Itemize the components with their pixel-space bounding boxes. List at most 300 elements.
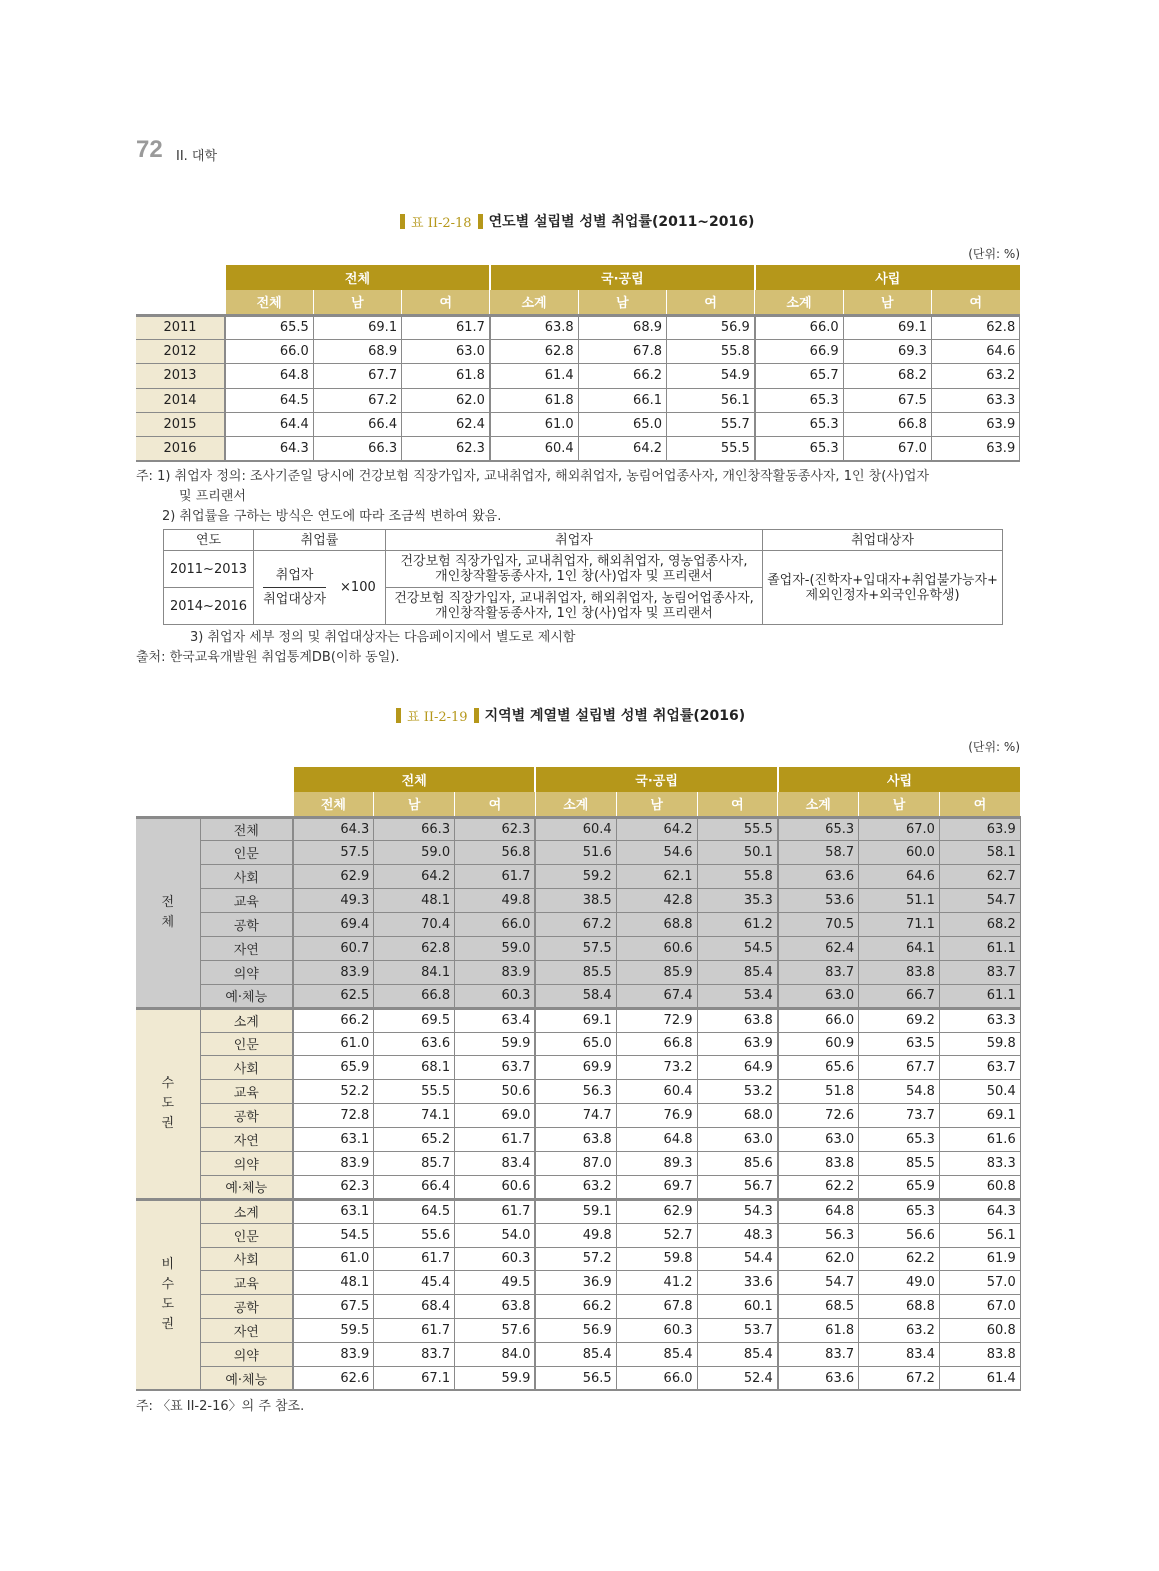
value-cell: 51.1 [859,889,940,913]
value-cell: 63.9 [931,413,1019,437]
table-row [136,889,1020,913]
value-cell: 59.2 [535,865,616,889]
target-def [763,551,1003,625]
table-row [136,1247,1020,1271]
value-cell: 70.4 [374,913,455,937]
field-cell: 사회 [200,1056,293,1080]
value-cell: 55.8 [667,339,755,363]
value-cell: 69.2 [859,1008,940,1032]
value-cell: 61.0 [293,1032,374,1056]
value-cell: 59.9 [455,1032,536,1056]
value-cell: 66.4 [374,1175,455,1199]
value-cell: 63.1 [293,1199,374,1223]
value-cell: 58.1 [939,841,1020,865]
note2: 2) 취업률을 구하는 방식은 연도에 따라 조금씩 변하여 왔음. [162,509,502,524]
blank-corner [136,290,225,315]
value-cell: 69.1 [535,1008,616,1032]
value-cell: 59.8 [939,1032,1020,1056]
value-cell: 56.5 [535,1366,616,1390]
value-cell: 62.7 [939,865,1020,889]
employed-def-2-line1: 건강보험 직장가입자, 교내취업자, 해외취업자, 농림어업종사자, [394,591,754,606]
value-cell: 60.0 [859,841,940,865]
table1-unit: (단위: %) [968,247,1020,261]
year-cell: 2012 [136,339,225,363]
value-cell: 83.9 [455,960,536,984]
value-cell: 56.3 [535,1080,616,1104]
value-cell: 66.8 [374,984,455,1008]
employed-def-1-line2: 개인창작활동종사자, 1인 창(사)업자 및 프리랜서 [435,569,713,584]
blank-corner [136,792,293,817]
value-cell: 68.9 [313,339,401,363]
value-cell: 64.2 [616,817,697,841]
value-cell: 65.9 [859,1175,940,1199]
value-cell: 60.9 [778,1032,859,1056]
value-cell: 69.1 [313,315,401,339]
table-row [136,936,1020,960]
year-cell: 2015 [136,413,225,437]
sub-header: 여 [402,290,490,315]
value-cell: 69.5 [374,1008,455,1032]
value-cell: 64.6 [859,865,940,889]
table2-employment-by-region [136,767,1021,1391]
table1-label: 표 II-2-18 [411,215,472,231]
employed-def-1 [386,551,763,588]
value-cell: 62.8 [931,315,1019,339]
value-cell: 83.9 [293,960,374,984]
value-cell: 69.7 [616,1175,697,1199]
value-cell: 64.8 [616,1128,697,1152]
field-cell: 공학 [200,913,293,937]
value-cell: 62.2 [859,1247,940,1271]
value-cell: 64.3 [939,1199,1020,1223]
group-header: 국·공립 [535,767,777,792]
value-cell: 85.6 [697,1151,778,1175]
value-cell: 54.3 [697,1199,778,1223]
value-cell: 85.4 [616,1343,697,1367]
value-cell: 63.6 [778,1366,859,1390]
value-cell: 48.3 [697,1223,778,1247]
value-cell: 59.5 [293,1319,374,1343]
table-row [136,1032,1020,1056]
field-cell: 의약 [200,960,293,984]
value-cell: 59.8 [616,1247,697,1271]
value-cell: 66.7 [859,984,940,1008]
table-row [136,1295,1020,1319]
value-cell: 65.9 [293,1056,374,1080]
field-cell: 인문 [200,1223,293,1247]
period-2: 2014~2016 [164,588,254,625]
value-cell: 60.4 [535,817,616,841]
value-cell: 61.7 [455,1199,536,1223]
value-cell: 55.5 [667,437,755,461]
value-cell: 55.6 [374,1223,455,1247]
year-cell: 2011 [136,315,225,339]
value-cell: 62.8 [374,936,455,960]
value-cell: 73.7 [859,1104,940,1128]
caption-bar-icon [396,708,401,723]
value-cell: 65.7 [755,364,843,388]
value-cell: 63.0 [402,339,490,363]
value-cell: 61.4 [939,1366,1020,1390]
sub-header: 소계 [778,792,859,817]
value-cell: 68.5 [778,1295,859,1319]
source-note: 출처: 한국교육개발원 취업통계DB(이하 동일). [136,650,400,665]
value-cell: 65.3 [859,1128,940,1152]
table-row [136,1104,1020,1128]
value-cell: 67.2 [535,913,616,937]
sub-header: 여 [939,792,1020,817]
value-cell: 49.8 [455,889,536,913]
formula-header-rate: 취업률 [254,530,386,551]
value-cell: 56.1 [667,388,755,412]
table1-caption [400,211,754,231]
value-cell: 85.5 [535,960,616,984]
value-cell: 68.4 [374,1295,455,1319]
value-cell: 66.3 [374,817,455,841]
value-cell: 61.8 [402,364,490,388]
value-cell: 65.2 [374,1128,455,1152]
value-cell: 84.0 [455,1343,536,1367]
sub-header: 여 [455,792,536,817]
value-cell: 66.2 [578,364,666,388]
formula-multiplier: ×100 [340,580,376,595]
value-cell: 74.1 [374,1104,455,1128]
value-cell: 62.5 [293,984,374,1008]
value-cell: 68.2 [939,913,1020,937]
field-cell: 소계 [200,1008,293,1032]
field-cell: 사회 [200,1247,293,1271]
value-cell: 68.8 [616,913,697,937]
value-cell: 61.9 [939,1247,1020,1271]
value-cell: 54.5 [697,936,778,960]
value-cell: 42.8 [616,889,697,913]
table-row [136,364,1020,388]
value-cell: 63.0 [778,1128,859,1152]
value-cell: 66.1 [578,388,666,412]
value-cell: 52.4 [697,1366,778,1390]
field-cell: 교육 [200,1271,293,1295]
value-cell: 83.4 [455,1151,536,1175]
value-cell: 62.3 [455,817,536,841]
value-cell: 63.1 [293,1128,374,1152]
value-cell: 59.1 [535,1199,616,1223]
value-cell: 56.6 [859,1223,940,1247]
table-row [136,1343,1020,1367]
value-cell: 65.0 [535,1032,616,1056]
value-cell: 67.0 [859,817,940,841]
sub-header: 전체 [225,290,313,315]
value-cell: 63.4 [455,1008,536,1032]
value-cell: 54.8 [859,1080,940,1104]
value-cell: 67.1 [374,1366,455,1390]
sub-header: 남 [843,290,931,315]
value-cell: 63.7 [939,1056,1020,1080]
value-cell: 56.1 [939,1223,1020,1247]
value-cell: 72.8 [293,1104,374,1128]
value-cell: 61.4 [490,364,578,388]
formula-numerator: 취업자 [263,568,326,588]
value-cell: 50.6 [455,1080,536,1104]
value-cell: 54.7 [778,1271,859,1295]
value-cell: 64.6 [931,339,1019,363]
field-cell: 자연 [200,1128,293,1152]
value-cell: 67.0 [843,437,931,461]
sub-header: 소계 [535,792,616,817]
value-cell: 69.0 [455,1104,536,1128]
value-cell: 54.6 [616,841,697,865]
value-cell: 83.8 [778,1151,859,1175]
sub-header: 남 [313,290,401,315]
caption-bar-icon [478,214,483,229]
value-cell: 49.3 [293,889,374,913]
value-cell: 66.4 [313,413,401,437]
value-cell: 83.4 [859,1343,940,1367]
value-cell: 36.9 [535,1271,616,1295]
table-row [136,1271,1020,1295]
table2-note: 주: 〈표 II-2-16〉의 주 참조. [136,1399,305,1414]
value-cell: 58.4 [535,984,616,1008]
formula-denominator: 취업대상자 [263,592,327,607]
value-cell: 73.2 [616,1056,697,1080]
value-cell: 64.9 [697,1056,778,1080]
table-row [136,1319,1020,1343]
value-cell: 67.8 [578,339,666,363]
value-cell: 60.1 [697,1295,778,1319]
table-row [136,960,1020,984]
field-cell: 의약 [200,1343,293,1367]
value-cell: 66.0 [225,339,313,363]
value-cell: 56.8 [455,841,536,865]
value-cell: 63.8 [697,1008,778,1032]
value-cell: 64.8 [225,364,313,388]
field-cell: 공학 [200,1295,293,1319]
field-cell: 예·체능 [200,1175,293,1199]
value-cell: 60.3 [616,1319,697,1343]
value-cell: 71.1 [859,913,940,937]
value-cell: 67.0 [939,1295,1020,1319]
value-cell: 63.2 [931,364,1019,388]
formula-header-year: 연도 [164,530,254,551]
value-cell: 68.2 [843,364,931,388]
value-cell: 63.2 [535,1175,616,1199]
value-cell: 60.6 [616,936,697,960]
sub-header: 남 [578,290,666,315]
table2-caption [396,705,745,725]
value-cell: 83.7 [778,1343,859,1367]
value-cell: 60.7 [293,936,374,960]
value-cell: 66.8 [843,413,931,437]
value-cell: 63.6 [778,865,859,889]
value-cell: 61.8 [490,388,578,412]
value-cell: 57.6 [455,1319,536,1343]
table1-employment-by-year [136,265,1020,462]
table-row [136,1080,1020,1104]
group-header: 국·공립 [490,265,755,290]
sub-header: 여 [667,290,755,315]
value-cell: 85.9 [616,960,697,984]
value-cell: 83.7 [778,960,859,984]
value-cell: 62.0 [778,1247,859,1271]
value-cell: 66.0 [778,1008,859,1032]
table-row [136,1008,1020,1032]
value-cell: 59.9 [455,1366,536,1390]
value-cell: 83.9 [293,1151,374,1175]
value-cell: 62.4 [402,413,490,437]
value-cell: 83.3 [939,1151,1020,1175]
value-cell: 55.8 [697,865,778,889]
table2-unit: (단위: %) [968,740,1020,754]
value-cell: 51.8 [778,1080,859,1104]
value-cell: 55.7 [667,413,755,437]
value-cell: 63.8 [490,315,578,339]
note1-line1: 주: 1) 취업자 정의: 조사기준일 당시에 건강보험 직장가입자, 교내취업자, 해외취업자, 농림어업종사자, 개인창작활동종사자, 1인 창(사)업자 [136,469,930,484]
period-1: 2011~2013 [164,551,254,588]
blank-corner [136,767,293,792]
table-row [136,865,1020,889]
value-cell: 62.3 [402,437,490,461]
value-cell: 53.4 [697,984,778,1008]
value-cell: 67.2 [859,1366,940,1390]
field-cell: 의약 [200,1151,293,1175]
value-cell: 76.9 [616,1104,697,1128]
sub-header: 전체 [293,792,374,817]
value-cell: 51.6 [535,841,616,865]
employed-def-2-line2: 개인창작활동종사자, 1인 창(사)업자 및 프리랜서 [435,606,713,621]
sub-header: 소계 [755,290,843,315]
value-cell: 61.8 [778,1319,859,1343]
region-label: 수 도 권 [136,1008,200,1199]
value-cell: 49.8 [535,1223,616,1247]
value-cell: 64.1 [859,936,940,960]
value-cell: 64.3 [225,437,313,461]
value-cell: 57.5 [535,936,616,960]
field-cell: 자연 [200,1319,293,1343]
value-cell: 66.2 [535,1295,616,1319]
value-cell: 55.5 [697,817,778,841]
value-cell: 63.8 [455,1295,536,1319]
region-label: 전 체 [136,817,200,1008]
value-cell: 65.0 [578,413,666,437]
sub-header: 소계 [490,290,578,315]
value-cell: 65.5 [225,315,313,339]
value-cell: 63.9 [931,437,1019,461]
formula-table [163,529,1003,625]
employed-def-2 [386,588,763,625]
group-header: 사립 [778,767,1020,792]
value-cell: 61.1 [939,984,1020,1008]
year-cell: 2013 [136,364,225,388]
value-cell: 62.4 [778,936,859,960]
employed-def-1-line1: 건강보험 직장가입자, 교내취업자, 해외취업자, 영농업종사자, [400,554,748,569]
value-cell: 59.0 [374,841,455,865]
value-cell: 66.3 [313,437,401,461]
value-cell: 63.0 [697,1128,778,1152]
caption-bar-icon [474,708,479,723]
value-cell: 61.0 [490,413,578,437]
value-cell: 50.4 [939,1080,1020,1104]
value-cell: 72.9 [616,1008,697,1032]
value-cell: 60.8 [939,1319,1020,1343]
value-cell: 61.6 [939,1128,1020,1152]
group-header: 전체 [293,767,535,792]
table-row [136,315,1020,339]
value-cell: 55.5 [374,1080,455,1104]
value-cell: 69.4 [293,913,374,937]
value-cell: 63.7 [455,1056,536,1080]
value-cell: 60.3 [455,1247,536,1271]
value-cell: 53.2 [697,1080,778,1104]
value-cell: 62.3 [293,1175,374,1199]
value-cell: 66.8 [616,1032,697,1056]
value-cell: 64.2 [578,437,666,461]
value-cell: 38.5 [535,889,616,913]
value-cell: 64.4 [225,413,313,437]
value-cell: 54.4 [697,1247,778,1271]
value-cell: 83.7 [374,1343,455,1367]
value-cell: 63.9 [697,1032,778,1056]
sub-header: 남 [374,792,455,817]
formula-header-employed: 취업자 [386,530,763,551]
table-row [136,1151,1020,1175]
value-cell: 66.0 [616,1366,697,1390]
value-cell: 64.3 [293,817,374,841]
table-row [136,913,1020,937]
value-cell: 67.5 [843,388,931,412]
table-row [136,339,1020,363]
value-cell: 83.8 [859,960,940,984]
value-cell: 87.0 [535,1151,616,1175]
value-cell: 61.7 [374,1319,455,1343]
value-cell: 69.1 [939,1104,1020,1128]
table-row [136,1223,1020,1247]
value-cell: 67.4 [616,984,697,1008]
formula-header-target: 취업대상자 [763,530,1003,551]
value-cell: 62.1 [616,865,697,889]
field-cell: 공학 [200,1104,293,1128]
table2-label: 표 II-2-19 [407,709,468,725]
value-cell: 65.3 [778,817,859,841]
group-header: 전체 [225,265,490,290]
value-cell: 61.2 [697,913,778,937]
target-def-line1: 졸업자-(진학자+입대자+취업불가능자+ [767,572,998,588]
target-def-line2: 제외인정자+외국인유학생) [805,587,960,603]
value-cell: 53.6 [778,889,859,913]
value-cell: 63.3 [939,1008,1020,1032]
field-cell: 사회 [200,865,293,889]
year-cell: 2014 [136,388,225,412]
value-cell: 85.4 [697,960,778,984]
table-row [136,817,1020,841]
value-cell: 63.0 [778,984,859,1008]
blank-corner [136,265,225,290]
sub-header: 남 [859,792,940,817]
value-cell: 59.0 [455,936,536,960]
value-cell: 60.8 [939,1175,1020,1199]
field-cell: 교육 [200,1080,293,1104]
value-cell: 49.0 [859,1271,940,1295]
table1-title: 연도별 설립별 성별 취업률(2011~2016) [488,214,755,230]
value-cell: 66.0 [455,913,536,937]
value-cell: 62.2 [778,1175,859,1199]
table2-title: 지역별 계열별 설립별 성별 취업률(2016) [484,708,746,724]
value-cell: 58.7 [778,841,859,865]
sub-header: 남 [616,792,697,817]
value-cell: 62.0 [402,388,490,412]
value-cell: 61.0 [293,1247,374,1271]
field-cell: 전체 [200,817,293,841]
value-cell: 67.8 [616,1295,697,1319]
value-cell: 65.3 [859,1199,940,1223]
